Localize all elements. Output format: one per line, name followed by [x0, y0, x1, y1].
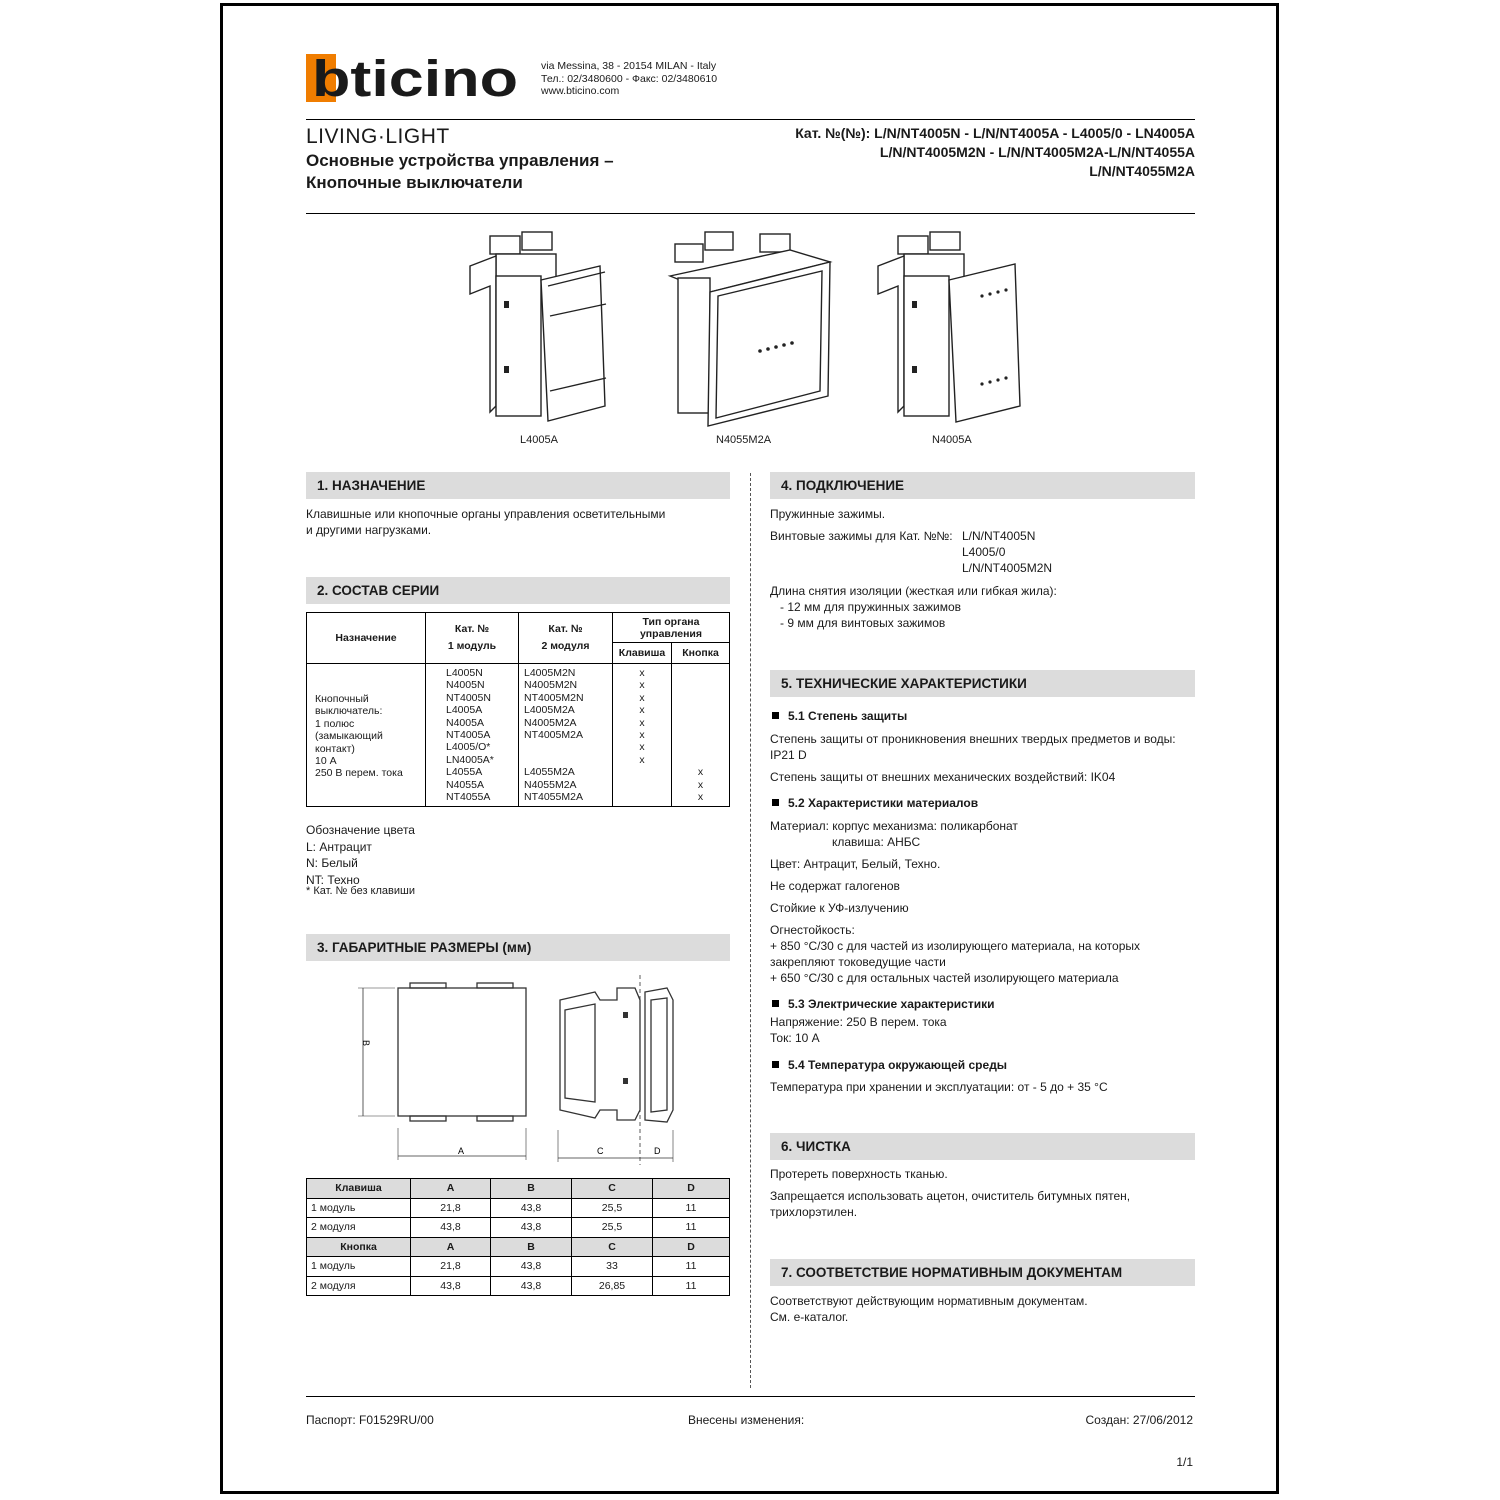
- cat-line: L/N/NT4005M2N - L/N/NT4005M2A-L/N/NT4055A: [879, 144, 1195, 160]
- screw-terminals-label: Винтовые зажимы для Кат. №№:: [770, 529, 953, 543]
- passport-number: Паспорт: F01529RU/00: [306, 1413, 434, 1427]
- mark: x: [697, 778, 704, 791]
- table-cell: 21,8: [411, 1257, 491, 1277]
- section-heading-dimensions: 3. ГАБАРИТНЫЕ РАЗМЕРЫ (мм): [306, 934, 730, 961]
- cell-line: Кнопочный: [315, 693, 369, 705]
- purpose-cell: [307, 664, 426, 807]
- text-line: Огнестойкость:: [770, 923, 855, 937]
- dimension-drawing: [355, 970, 700, 1168]
- dim-label-c: C: [597, 1146, 604, 1156]
- table-cell: 26,85: [572, 1276, 653, 1296]
- table-cell: 11: [653, 1276, 730, 1296]
- table-cell: A: [411, 1237, 491, 1257]
- cat-item: L/N/NT4005N: [962, 529, 1036, 543]
- bticino-logo: [306, 54, 522, 102]
- footer-divider: [306, 1396, 1195, 1397]
- table-cell: Клавиша: [307, 1179, 411, 1199]
- product-image-n4005a: [870, 226, 1030, 431]
- cat-item: L/N/NT4005M2N: [962, 561, 1053, 575]
- cat2-cell: [519, 664, 613, 807]
- cat-item: N4055A: [446, 778, 484, 791]
- cat-item: L4005A: [446, 704, 483, 717]
- text-line: клавиша: АНБС: [832, 835, 921, 849]
- cat-line: Кат. №(№): L/N/NT4005N - L/N/NT4005A - L4005/0 - LN4005A: [795, 125, 1195, 141]
- subheading-text: 5.4 Температура окружающей среды: [788, 1058, 1008, 1072]
- table-row: [307, 1276, 730, 1296]
- cat-item: NT4005N: [446, 691, 491, 704]
- materials-text: [770, 818, 1140, 986]
- text-line: + 650 °C/30 с для остальных частей изолирующего материала: [770, 971, 1119, 985]
- section-heading-purpose: 1. НАЗНАЧЕНИЕ: [306, 472, 730, 499]
- text-line: Не содержат галогенов: [770, 879, 900, 893]
- section-heading-cleaning: 6. ЧИСТКА: [770, 1133, 1195, 1160]
- cat-item: L4055A: [446, 766, 483, 779]
- mark: x: [639, 691, 645, 704]
- square-bullet-icon: [772, 799, 779, 806]
- address-line: via Messina, 38 - 20154 MILAN - Italy: [541, 60, 717, 72]
- cell-line: (замыкающий: [315, 730, 383, 743]
- mark: x: [639, 728, 645, 741]
- text-line: Степень защиты от внешних механических воздействий: IK04: [770, 770, 1116, 784]
- title-line: Кнопочные выключатели: [306, 173, 523, 192]
- cat-item: NT4005A: [446, 729, 491, 742]
- table-cell: 2 модуля: [307, 1218, 411, 1238]
- cat-item: L4005M2N: [524, 667, 576, 679]
- th-cat1: Кат. № 1 модуль: [426, 613, 519, 664]
- cell-line: 250 В перем. тока: [315, 767, 403, 780]
- button-marks-cell: [672, 664, 730, 807]
- product-image-l4005a: [460, 226, 620, 431]
- note-line: L: Антрацит: [306, 839, 372, 854]
- cat-item: L4005/0: [962, 545, 1006, 559]
- dimensions-table: [306, 1178, 730, 1296]
- text-line: + 850 °C/30 с для частей из изолирующего материала, на которых: [770, 939, 1140, 953]
- cell-line: 10 А: [315, 755, 337, 768]
- section-heading-series: 2. СОСТАВ СЕРИИ: [306, 577, 730, 604]
- screw-terminals-cats: [962, 528, 1052, 576]
- table-cell: 21,8: [411, 1198, 491, 1218]
- cat-item: [524, 741, 608, 753]
- text-line: Соответствуют действующим нормативным документам.: [770, 1294, 1088, 1308]
- section-heading-standards: 7. СООТВЕТСТВИЕ НОРМАТИВНЫМ ДОКУМЕНТАМ: [770, 1259, 1195, 1286]
- cat-line: L/N/NT4055M2A: [1089, 163, 1195, 179]
- th-key: Клавиша: [613, 643, 672, 664]
- subheading-protection: [772, 709, 907, 723]
- cat-item: NT4005M2N: [524, 691, 584, 704]
- title-line: Основные устройства управления –: [306, 151, 614, 170]
- th-button: Кнопка: [672, 643, 730, 664]
- series-table: [306, 612, 730, 807]
- text-line: См. е-каталог.: [770, 1310, 849, 1324]
- table-cell: 1 модуль: [307, 1198, 411, 1218]
- table-header-row: [307, 1179, 730, 1199]
- section-heading-specs: 5. ТЕХНИЧЕСКИЕ ХАРАКТЕРИСТИКИ: [770, 670, 1195, 697]
- table-cell: 43,8: [411, 1218, 491, 1238]
- page-number: 1/1: [1176, 1455, 1193, 1469]
- text-line: закрепляют токоведущие части: [770, 955, 946, 969]
- list-item: - 9 мм для винтовых зажимов: [780, 616, 946, 630]
- note-line: * Кат. № без клавиши: [306, 885, 415, 897]
- text-line: Запрещается использовать ацетон, очиститель битумных пятен,: [770, 1189, 1131, 1203]
- cat-item: L4005M2A: [524, 704, 575, 717]
- square-bullet-icon: [772, 712, 779, 719]
- text-line: Ток: 10 А: [770, 1031, 820, 1045]
- mark: x: [697, 766, 704, 779]
- table-cell: 11: [653, 1198, 730, 1218]
- table-cell: D: [653, 1179, 730, 1199]
- spring-terminals: Пружинные зажимы.: [770, 507, 886, 521]
- text-line: трихлорэтилен.: [770, 1205, 858, 1219]
- table-row: [307, 1198, 730, 1218]
- mark: x: [639, 704, 645, 717]
- temperature-text: Температура при хранении и эксплуатации: от - 5 до + 35 °C: [770, 1080, 1108, 1094]
- living-light-brand: LIVING·LIGHT: [306, 125, 450, 148]
- table-cell: 2 модуля: [307, 1276, 411, 1296]
- product-label: L4005A: [520, 434, 558, 446]
- table-cell: B: [491, 1179, 572, 1199]
- subheading-temperature: [772, 1058, 1007, 1072]
- square-bullet-icon: [772, 1061, 779, 1068]
- note-line: Обозначение цвета: [306, 823, 415, 837]
- table-cell: D: [653, 1237, 730, 1257]
- mark: x: [639, 753, 645, 766]
- logo-text: bticino: [312, 54, 518, 102]
- table-row: [307, 1218, 730, 1238]
- website-line: www.bticino.com: [541, 85, 620, 97]
- table-cell: 11: [653, 1257, 730, 1277]
- cat-item: N4005A: [446, 716, 484, 729]
- text-line: Стойкие к УФ-излучению: [770, 901, 909, 915]
- table-cell: 43,8: [491, 1257, 572, 1277]
- mark: x: [639, 741, 645, 754]
- table-cell: 43,8: [491, 1276, 572, 1296]
- th-cat2: Кат. № 2 модуля: [519, 613, 613, 664]
- product-label: N4055M2A: [716, 434, 772, 446]
- dim-label-b: B: [361, 1040, 371, 1047]
- cell-line: контакт): [315, 742, 355, 755]
- text-line: Цвет: Антрацит, Белый, Техно.: [770, 857, 941, 871]
- text-line: Материал: корпус механизма: поликарбонат: [770, 819, 1018, 833]
- cat-item: N4005M2N: [524, 679, 578, 692]
- note-line: NT: Техно: [306, 872, 360, 887]
- catalog-numbers: [795, 124, 1195, 181]
- note-line: N: Белый: [306, 856, 358, 870]
- product-label: N4005A: [932, 434, 972, 446]
- mark: x: [639, 667, 645, 679]
- text-line: IP21 D: [770, 748, 807, 762]
- key-marks-cell: [613, 664, 672, 807]
- table-cell: 25,5: [572, 1198, 653, 1218]
- document-title: [306, 150, 614, 194]
- header-divider: [306, 119, 1195, 120]
- dim-label-d: D: [654, 1146, 661, 1156]
- table-cell: C: [572, 1237, 653, 1257]
- cat-item: [524, 754, 608, 766]
- purpose-text: [306, 506, 665, 538]
- cell-line: 1 полюс: [315, 717, 355, 730]
- table-header-row: [307, 1237, 730, 1257]
- strip-length: [770, 583, 1057, 631]
- table-cell: A: [411, 1179, 491, 1199]
- text-line: Протереть поверхность тканью.: [770, 1167, 948, 1181]
- column-divider: [750, 473, 751, 1388]
- cell-line: выключатель:: [315, 705, 383, 718]
- standards-text: [770, 1293, 1088, 1325]
- title-divider: [306, 213, 1195, 214]
- phone-line: Тел.: 02/3480600 - Факс: 02/3480610: [541, 72, 718, 85]
- cat-item: N4005N: [446, 679, 485, 692]
- mark: x: [639, 716, 645, 729]
- subheading-text: 5.2 Характеристики материалов: [788, 796, 979, 810]
- table-cell: Кнопка: [307, 1237, 411, 1257]
- cat-item: L4055M2A: [524, 766, 575, 779]
- table-cell: 43,8: [411, 1276, 491, 1296]
- subheading-text: 5.3 Электрические характеристики: [788, 997, 995, 1011]
- cat-item: NT4055A: [446, 791, 491, 804]
- table-cell: 11: [653, 1218, 730, 1238]
- cat1-cell: [426, 664, 519, 807]
- th-purpose: Назначение: [307, 613, 426, 664]
- subheading-text: 5.1 Степень защиты: [788, 709, 908, 723]
- th-type: Тип органа управления: [613, 613, 730, 643]
- table-cell: B: [491, 1237, 572, 1257]
- product-image-n4055m2a: [660, 226, 835, 431]
- cat-item: NT4055M2A: [524, 791, 583, 804]
- table-row: [307, 1257, 730, 1277]
- changes-label: Внесены изменения:: [688, 1413, 805, 1427]
- table-cell: 33: [572, 1257, 653, 1277]
- list-item: - 12 мм для пружинных зажимов: [780, 600, 962, 614]
- text-line: и другими нагрузками.: [306, 523, 432, 537]
- subheading-materials: [772, 796, 978, 810]
- table-cell: 1 модуль: [307, 1257, 411, 1277]
- square-bullet-icon: [772, 1000, 779, 1007]
- text-line: Клавишные или кнопочные органы управления осветительными: [306, 507, 666, 521]
- protection-text: [770, 731, 1176, 785]
- cat-item: N4005M2A: [524, 716, 577, 729]
- cat-item: L4005/O*: [446, 741, 491, 754]
- table-cell: 25,5: [572, 1218, 653, 1238]
- section-heading-connection: 4. ПОДКЛЮЧЕНИЕ: [770, 472, 1195, 499]
- company-address: [541, 60, 717, 98]
- table-cell: 43,8: [491, 1218, 572, 1238]
- created-date: Создан: 27/06/2012: [1085, 1413, 1193, 1427]
- text-line: Степень защиты от проникновения внешних твердых предметов и воды:: [770, 732, 1176, 746]
- subheading-electrical: [772, 997, 994, 1011]
- mark: x: [697, 790, 704, 803]
- cat-item: LN4005A*: [446, 753, 494, 766]
- text-line: Напряжение: 250 В перем. тока: [770, 1015, 947, 1029]
- cat-item: L4005N: [446, 667, 483, 679]
- cat-item: NT4005M2A: [524, 729, 583, 742]
- table-cell: 43,8: [491, 1198, 572, 1218]
- table-cell: C: [572, 1179, 653, 1199]
- color-notes: [306, 822, 415, 897]
- text-line: Длина снятия изоляции (жесткая или гибкая жила):: [770, 584, 1057, 598]
- electrical-text: [770, 1014, 947, 1046]
- cleaning-text: [770, 1166, 1130, 1220]
- dim-label-a: A: [458, 1146, 465, 1156]
- cat-item: N4055M2A: [524, 778, 577, 791]
- mark: x: [639, 679, 645, 692]
